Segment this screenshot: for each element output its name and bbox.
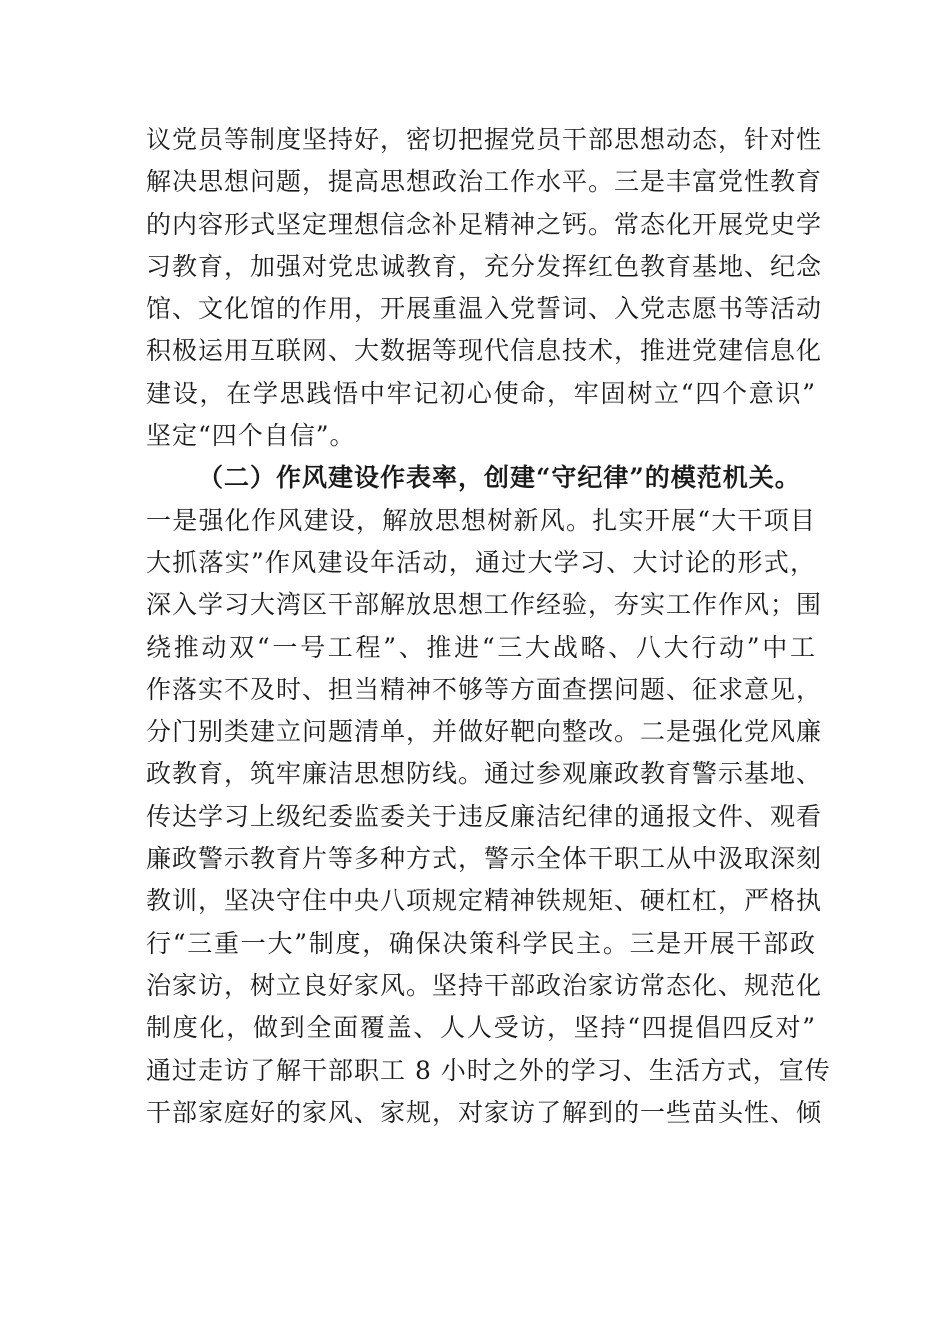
text-line: 一是强化作风建设，解放思想树新风。扎实开展“大干项目	[146, 505, 816, 535]
text-line: 大抓落实”作风建设年活动，通过大学习、大讨论的形式，	[146, 547, 816, 577]
text-line: 廉政警示教育片等多种方式，警示全体干职工从中汲取深刻	[146, 844, 823, 874]
text-line: 绕推动双“一号工程”、推进“三大战略、八大行动”中工	[146, 632, 816, 662]
text-line: 建设，在学思践悟中牢记初心使命，牢固树立“四个意识”	[146, 378, 816, 408]
text-line: 解决思想问题，提高思想政治工作水平。三是丰富党性教育	[146, 167, 823, 197]
text-line: 习教育，加强对党忠诚教育，充分发挥红色教育基地、纪念	[146, 251, 823, 281]
text-line: 政教育，筑牢廉洁思想防线。通过参观廉政教育警示基地、	[146, 759, 823, 789]
text-line: 治家访，树立良好家风。坚持干部政治家访常态化、规范化	[146, 970, 823, 1000]
text-line: 传达学习上级纪委监委关于违反廉洁纪律的通报文件、观看	[146, 801, 823, 831]
text-line: 作落实不及时、担当精神不够等方面查摆问题、征求意见，	[146, 674, 823, 704]
text-line: 制度化，做到全面覆盖、人人受访，坚持“四提倡四反对”	[146, 1013, 816, 1043]
text-line: 馆、文化馆的作用，开展重温入党誓词、入党志愿书等活动	[146, 294, 823, 324]
section-heading: （二）作风建设作表率，创建“守纪律”的模范机关。	[198, 463, 801, 493]
text-line: 深入学习大湾区干部解放思想工作经验，夯实工作作风；围	[146, 590, 823, 620]
text-line: 教训，坚决守住中央八项规定精神铁规矩、硬杠杠，严格执	[146, 886, 823, 916]
document-body	[146, 119, 831, 1134]
text-line: 的内容形式坚定理想信念补足精神之钙。常态化开展党史学	[146, 209, 823, 239]
text-line: 干部家庭好的家风、家规，对家访了解到的一些苗头性、倾	[146, 1097, 823, 1127]
text-line: 通过走访了解干部职工 8 小时之外的学习、生活方式，宣传	[146, 1055, 831, 1085]
text-line: 议党员等制度坚持好，密切把握党员干部思想动态，针对性	[146, 125, 823, 154]
text-line: 坚定“四个自信”。	[146, 421, 356, 451]
text-line: 积极运用互联网、大数据等现代信息技术，推进党建信息化	[146, 336, 823, 366]
text-line: 行“三重一大”制度，确保决策科学民主。三是开展干部政	[146, 928, 816, 958]
text-line: 分门别类建立问题清单，并做好靶向整改。二是强化党风廉	[146, 717, 823, 747]
